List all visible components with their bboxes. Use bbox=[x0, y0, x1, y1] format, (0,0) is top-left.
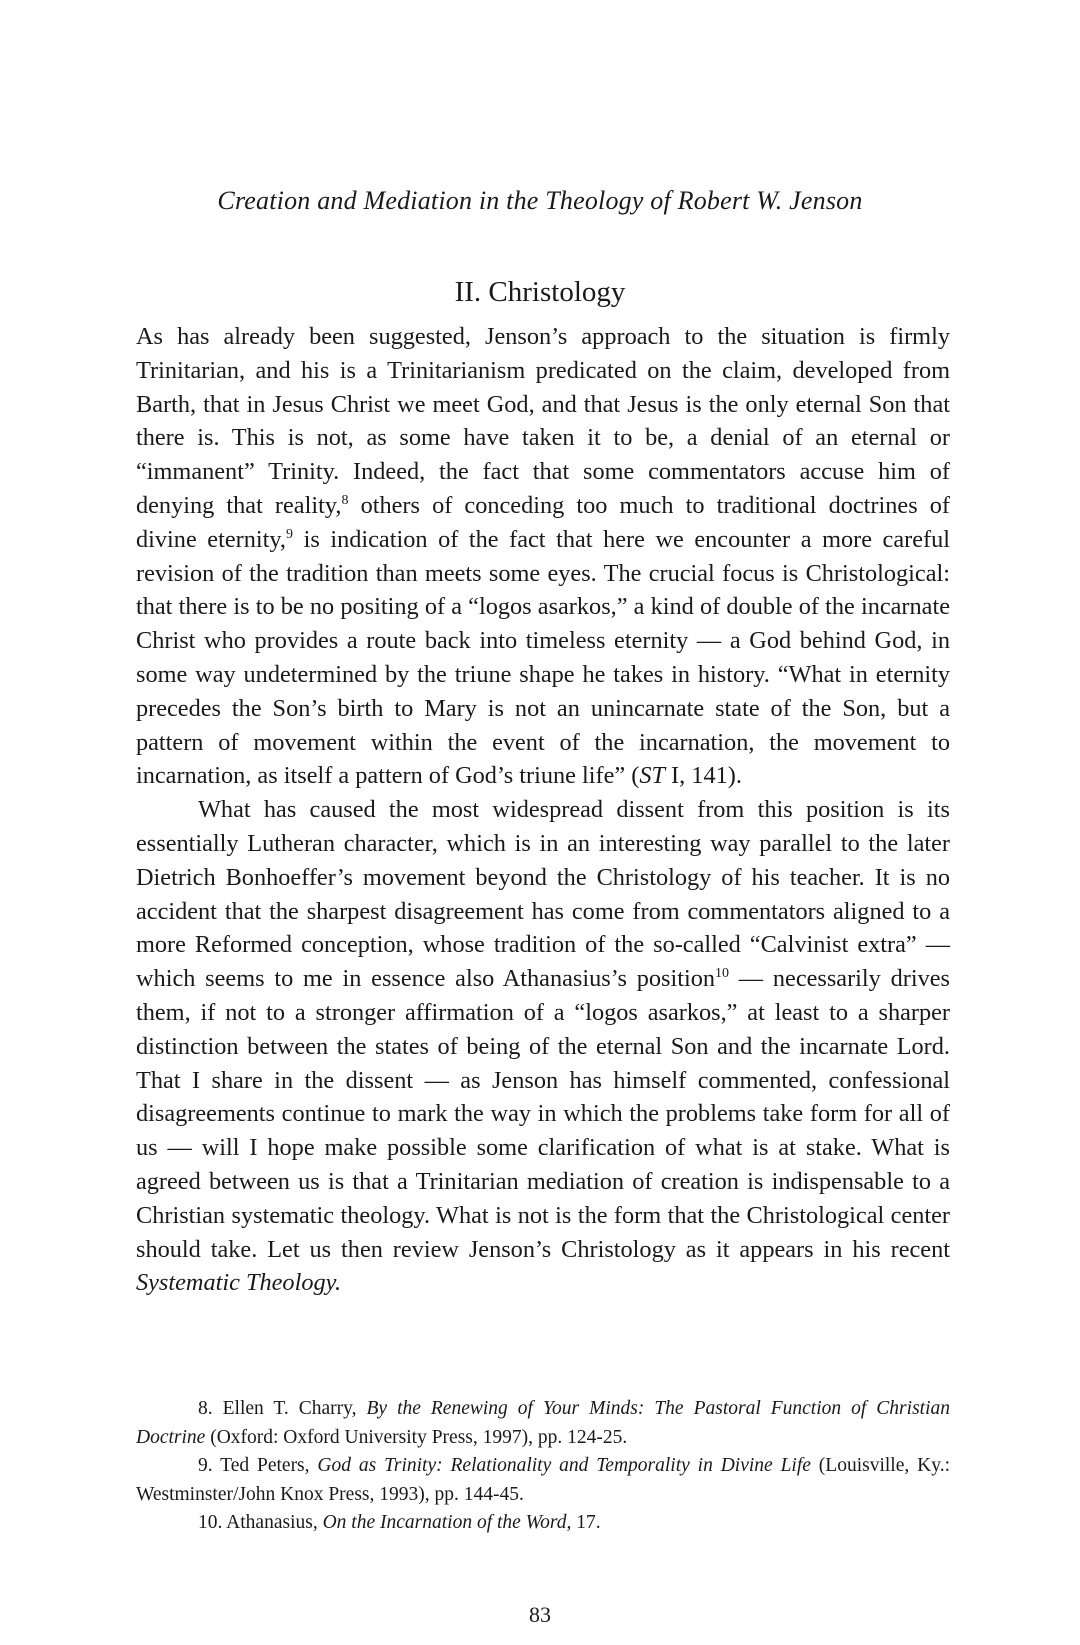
paragraph-1: As has already been suggested, Jenson’s approach to the situation is firmly Trinitarian, and his is a Trinitarianism predicated on the claim, developed from Barth, that in Jesus Christ we meet God, and that Jesus is the only eternal Son that there is. This is not, as some have taken it to be, a denial of an eternal or “immanent” Trinity. Indeed, the fact that some commentators accuse him of denying that reality,$^8$ others of conceding too much to traditional doctrines of divine eternity,$^9$ is indication of the fact that here we encounter a more careful revision of the tradition than meets some eyes. The crucial focus is Christological: that there is to be no positing of a “logos asarkos,” a kind of double of the incarnate Christ who provides a route back into timeless eternity — a God behind God, in some way undetermined by the triune shape he takes in history. “What in eternity precedes the Son’s birth to Mary is not an unincarnate state of the Son, but a pattern of movement within the event of the incarnation, the movement to incarnation, as itself a pattern of God’s triune life” (ST I, 141). bbox=[136, 323, 950, 790]
citation-abbrev: ST bbox=[639, 762, 665, 790]
page-number: 83 bbox=[529, 1602, 551, 1627]
book-title: Systematic Theology. bbox=[136, 1269, 342, 1297]
running-head: Creation and Mediation in the Theology of Robert W. Jenson bbox=[217, 186, 863, 215]
body-text bbox=[136, 320, 950, 1300]
section-title: II. Christology bbox=[454, 276, 626, 309]
footnote-ref-9[interactable]: 9 bbox=[286, 526, 293, 542]
footnote-8: 8. Ellen T. Charry, By the Renewing of Your Minds: The Pastoral Function of Christian Doctrine (Oxford: Oxford University Press, 1997), pp. 124-25. bbox=[136, 1398, 950, 1448]
footnote-ref-8[interactable]: 8 bbox=[341, 492, 349, 508]
footnote-ref-10[interactable]: 10 bbox=[715, 966, 730, 982]
paragraph-2: What has caused the most widespread dissent from this position is its essentially Lutheran character, which is in an interesting way parallel to the later Dietrich Bonhoeffer’s movement beyond the Christology of his teacher. It is no accident that the sharpest disagreement has come from commentators aligned to a more Reformed conception, whose tradition of the so-called “Calvinist extra” — which seems to me in essence also Athanasius’s position$^{10}$ — necessarily drives them, if not to a stronger affirmation of a “logos asarkos,” at least to a sharper distinction between the states of being of the eternal Son and the incarnate Lord. That I share in the dissent — as Jenson has himself commented, confessional disagreements continue to mark the way in which the problems take form for all of us — will I hope make possible some clarification of what is at stake. What is agreed between us is that a Trinitarian mediation of creation is indispensable to a Christian systematic theology. What is not is the form that the Christological center should take. Let us then review Jenson’s Christology as it appears in his recent Systematic Theology. bbox=[136, 796, 950, 1297]
footnotes bbox=[136, 1395, 950, 1538]
footnote-10: 10. Athanasius, On the Incarnation of the Word, 17. bbox=[198, 1512, 601, 1533]
footnote-9: 9. Ted Peters, God as Trinity: Relationality and Temporality in Divine Life (Louisville, Ky.: Westminster/John Knox Press, 1993), pp. 144-45. bbox=[136, 1455, 950, 1505]
